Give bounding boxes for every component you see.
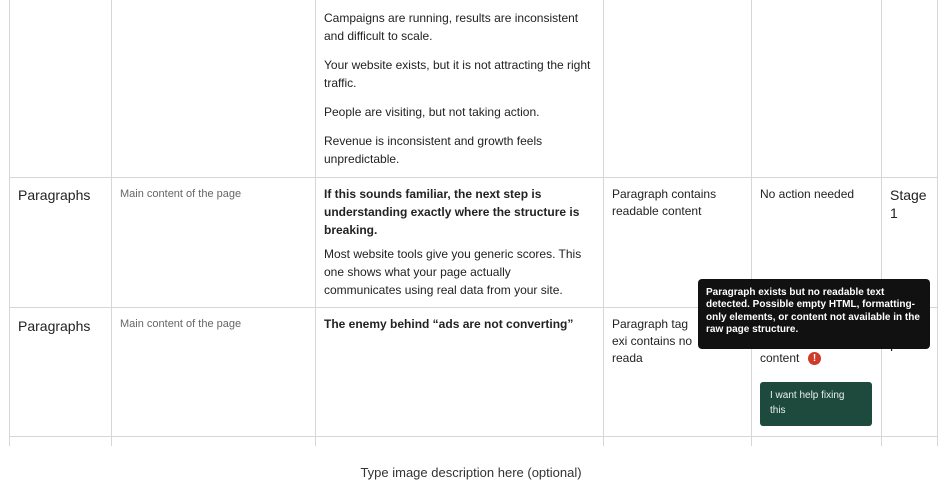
content-cell bbox=[324, 185, 589, 299]
content-paragraph: Your website exists, but it is not attracting the right traffic. bbox=[324, 58, 591, 90]
warning-tooltip: Paragraph exists but no readable text detected. Possible empty HTML, formatting-only elements, or content not available in the raw page structure. bbox=[698, 279, 930, 349]
content-paragraph: Most website tools give you generic scores. This one shows what your page actually communicates using real data from your site. bbox=[324, 247, 582, 297]
image-caption-input[interactable]: Type image description here (optional) bbox=[360, 465, 582, 480]
element-type-cell: Paragraphs bbox=[18, 318, 91, 334]
content-paragraph: Revenue is inconsistent and growth feels unpredictable. bbox=[324, 134, 543, 166]
column-divider bbox=[111, 0, 112, 446]
action-cell: No action needed bbox=[760, 187, 855, 201]
column-divider bbox=[315, 0, 316, 446]
content-heading: The enemy behind “ads are not converting” bbox=[324, 317, 574, 331]
column-divider bbox=[603, 0, 604, 446]
column-divider bbox=[937, 0, 938, 446]
table-row bbox=[324, 9, 594, 168]
element-type-cell: Paragraphs bbox=[18, 187, 91, 203]
location-cell: Main content of the page bbox=[120, 318, 242, 330]
column-divider bbox=[751, 0, 752, 446]
content-paragraph: People are visiting, but not taking action. bbox=[324, 105, 540, 119]
status-cell: Paragraph contains readable content bbox=[612, 187, 717, 218]
status-cell: Paragraph tag exi contains no reada bbox=[612, 317, 693, 365]
row-divider bbox=[9, 177, 937, 178]
column-divider bbox=[881, 0, 882, 446]
warning-icon[interactable]: ! bbox=[808, 352, 821, 365]
location-cell: Main content of the page bbox=[120, 188, 242, 200]
row-divider bbox=[9, 436, 937, 437]
action-cell: content bbox=[760, 351, 800, 365]
stage-cell: Stage 1 bbox=[890, 187, 927, 221]
content-paragraph: Campaigns are running, results are inconsistent and difficult to scale. bbox=[324, 11, 579, 43]
help-fix-button[interactable]: I want help fixing this bbox=[760, 382, 872, 426]
content-heading: If this sounds familiar, the next step is understanding exactly where the structure is breaking. bbox=[324, 187, 580, 237]
